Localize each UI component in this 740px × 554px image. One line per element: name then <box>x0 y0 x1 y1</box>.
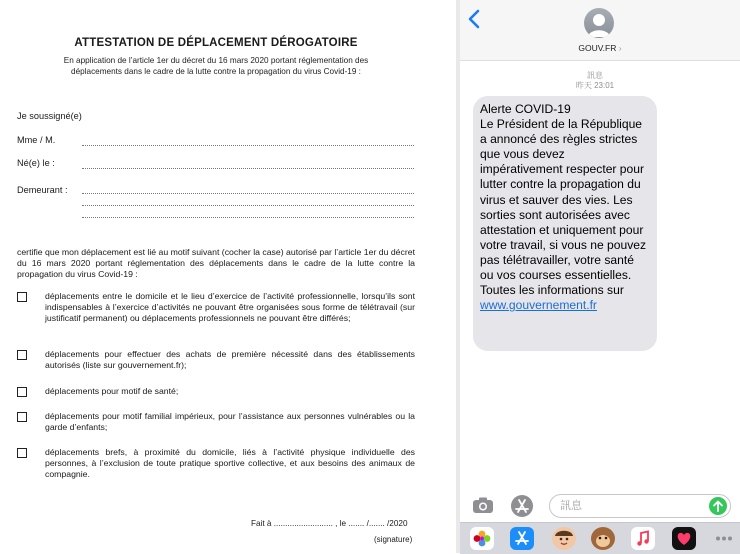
camera-icon[interactable] <box>472 497 494 514</box>
music-note-icon <box>631 527 655 550</box>
photos-flower-icon <box>470 527 494 550</box>
name-label: Mme / M. <box>17 135 56 145</box>
music-app-icon[interactable] <box>631 527 655 550</box>
app-store-glyph-icon <box>511 495 533 517</box>
message-link[interactable]: www.gouvernement.fr <box>480 298 597 313</box>
option-shopping-text: déplacements pour effectuer des achats de première nécessité dans des établissements autorisés (liste sur gouvernement.fr); <box>45 349 415 370</box>
subtitle-line-2: déplacements dans le cadre de la lutte contre la propagation du virus Covid-19 : <box>71 66 361 76</box>
undersigned-label: Je soussigné(e) <box>17 111 82 121</box>
more-apps-icon[interactable] <box>712 527 736 550</box>
message-label: 訊息 <box>587 71 603 80</box>
message-bubble[interactable] <box>473 96 657 351</box>
option-family-checkbox[interactable] <box>17 412 27 422</box>
signature-label: (signature) <box>374 535 413 544</box>
conversation-header <box>460 0 740 61</box>
option-exercise-checkbox[interactable] <box>17 448 27 458</box>
app-store-icon[interactable] <box>511 495 533 517</box>
back-chevron-icon[interactable] <box>466 8 484 30</box>
ellipsis-icon <box>712 527 736 550</box>
messages-screen <box>460 0 740 553</box>
option-health-checkbox[interactable] <box>17 387 27 397</box>
birth-line[interactable] <box>82 168 414 169</box>
monkey-memoji-app-icon[interactable] <box>591 527 615 550</box>
document-subtitle <box>36 56 396 77</box>
certify-paragraph: certifie que mon déplacement est lié au motif suivant (cocher la case) autorisé par l’article 1er du décret du 16 mars 2020 portant réglementation des déplacements dans le cadre de la lutte contre la propagation du virus Covid-19 : <box>17 247 415 280</box>
name-line[interactable] <box>82 145 414 146</box>
arrow-up-icon <box>709 497 727 515</box>
message-input-placeholder: 訊息 <box>560 500 582 512</box>
memoji-app-icon[interactable] <box>552 527 576 550</box>
send-button[interactable] <box>709 497 727 515</box>
contact-avatar[interactable] <box>584 8 614 38</box>
heart-icon <box>672 527 696 550</box>
message-timestamp: 昨天 23:01 <box>575 81 615 90</box>
option-health-text: déplacements pour motif de santé; <box>45 386 179 396</box>
address-line-3[interactable] <box>82 217 414 218</box>
monkey-face-icon <box>591 527 615 550</box>
app-drawer <box>460 522 740 554</box>
contact-name-row[interactable] <box>460 43 740 53</box>
contact-name: GOUV.FR <box>578 43 617 53</box>
option-exercise-text: déplacements brefs, à proximité du domicile, liés à l’activité physique individuelle des personnes, à l’exclusion de toute pratique sportive collective, et aux besoins des animaux de compagnie. <box>45 447 415 479</box>
address-label: Demeurant : <box>17 185 68 195</box>
address-line-2[interactable] <box>82 205 414 206</box>
person-icon <box>584 8 614 38</box>
message-input[interactable] <box>549 494 731 518</box>
done-at-line: Fait à .......................... , le ....... /....... /2020 <box>251 519 408 528</box>
chevron-right-icon: › <box>618 43 622 53</box>
app-store-app-icon[interactable] <box>510 527 534 550</box>
option-work-checkbox[interactable] <box>17 292 27 302</box>
compose-bar <box>460 490 740 522</box>
option-shopping-checkbox[interactable] <box>17 350 27 360</box>
address-line-1[interactable] <box>82 193 414 194</box>
option-family-text: déplacements pour motif familial impérieux, pour l’assistance aux personnes vulnérables ou la garde d’enfants; <box>45 411 415 432</box>
photos-app-icon[interactable] <box>470 527 494 550</box>
digital-touch-app-icon[interactable] <box>672 527 696 550</box>
document-title: ATTESTATION DE DÉPLACEMENT DÉROGATOIRE <box>74 37 358 49</box>
memoji-face-icon <box>552 527 576 550</box>
app-store-a-icon <box>510 527 534 550</box>
birth-label: Né(e) le : <box>17 158 55 168</box>
subtitle-line-1: En application de l’article 1er du décret du 16 mars 2020 portant réglementation des <box>63 56 369 65</box>
option-work-text: déplacements entre le domicile et le lieu d’exercice de l’activité professionnelle, lorsqu’ils sont indispensables à l’exercice d’activités ne pouvant être organisées sous forme de télétravail (sur justificatif permanent) ou déplacements professionnels ne pouvant être différés; <box>45 291 415 323</box>
message-text: Alerte COVID-19 Le Président de la République a annoncé des règles strictes que vous devez impérativement respecter pour lutter contre la propagation du virus et sauver des vies. Les sorties sont autorisées avec attestation et uniquement pour votre travail, si vous ne pouvez pas télétravailler, votre santé ou vos courses essentielles. Toutes les informations sur <box>480 102 647 298</box>
